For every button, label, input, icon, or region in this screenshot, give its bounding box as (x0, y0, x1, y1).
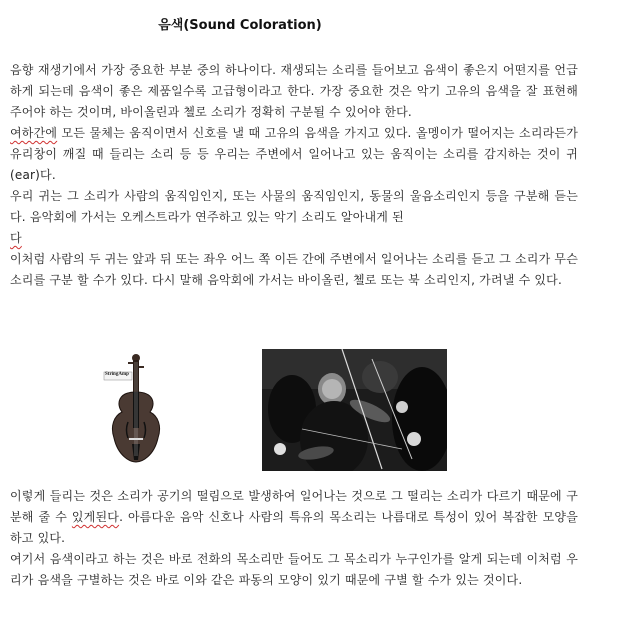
spellcheck-word-yeohagan: 여하간에 (10, 126, 58, 140)
violin-image (100, 352, 170, 470)
document-title: 음색(Sound Coloration) (158, 18, 322, 33)
paragraph-intro: 음향 재생기에서 가장 중요한 부분 중의 하나이다. 재생되는 소리를 들어보고 음색이 좋은지 어떤지를 언급하게 되는데 음색이 좋은 제품일수록 고급형이라고 한다. 가장 중요한 것은 악기 고유의 음색을 잘 표현해 주어야 하는 것이며, 바이올린과 첼로 소리가 정확히 구분될 수 있어야 한다. (10, 63, 578, 119)
body-text-bottom (10, 486, 578, 591)
paragraph-vibration-cont: . 아름다운 음악 신호나 사람의 특유의 목소리는 나름대로 특성이 있어 복잡한 모양을 하고 있다. (10, 510, 578, 545)
paragraph-vibration: 이렇게 들리는 것은 소리가 공기의 떨림으로 발생하여 일어나는 것으로 그 떨리는 소리가 다르기 때문에 구분해 줄 수 (10, 489, 578, 524)
paragraph-direction: 이처럼 사람의 두 귀는 앞과 뒤 또는 좌우 어느 쪽 이든 간에 주변에서 일어나는 소리를 듣고 그 소리가 무슨 소리를 구분 할 수가 있다. 다시 말해 음악회에 가서는 바이올린, 첼로 또는 북 소리인지, 가려낼 수 있다. (10, 252, 578, 287)
body-text-top (10, 60, 578, 291)
paragraph-timbre-definition: 여기서 음색이라고 하는 것은 바로 전화의 목소리만 들어도 그 목소리가 누구인가를 알게 되는데 이처럼 우리가 음색을 구별하는 것은 바로 이와 같은 파동의 모양이 있기 때문에 구별 할 수가 있는 것이다. (10, 552, 578, 587)
paragraph-objects: 모든 물체는 움직이면서 신호를 낼 때 고유의 음색을 가지고 있다. 올멩이가 떨어지는 소리라든가 유리창이 깨질 때 들리는 소리 등 등 우리는 주변에서 일어나고 있는 움직이는 소리를 감지하는 것이 귀(ear)다. (10, 126, 578, 182)
violin-label: StringAmp (105, 372, 129, 377)
orchestra-photo (262, 349, 447, 471)
spellcheck-word-da: 다 (10, 231, 22, 245)
spellcheck-word-itgedoenda: 있게된다 (71, 510, 120, 524)
paragraph-ears: 우리 귀는 그 소리가 사람의 움직임인지, 또는 사물의 움직임인지, 동물의 울음소리인지 등을 구분해 듣는다. 음악회에 가서는 오케스트라가 연주하고 있는 악기 소리도 알아내게 된 (10, 189, 578, 224)
